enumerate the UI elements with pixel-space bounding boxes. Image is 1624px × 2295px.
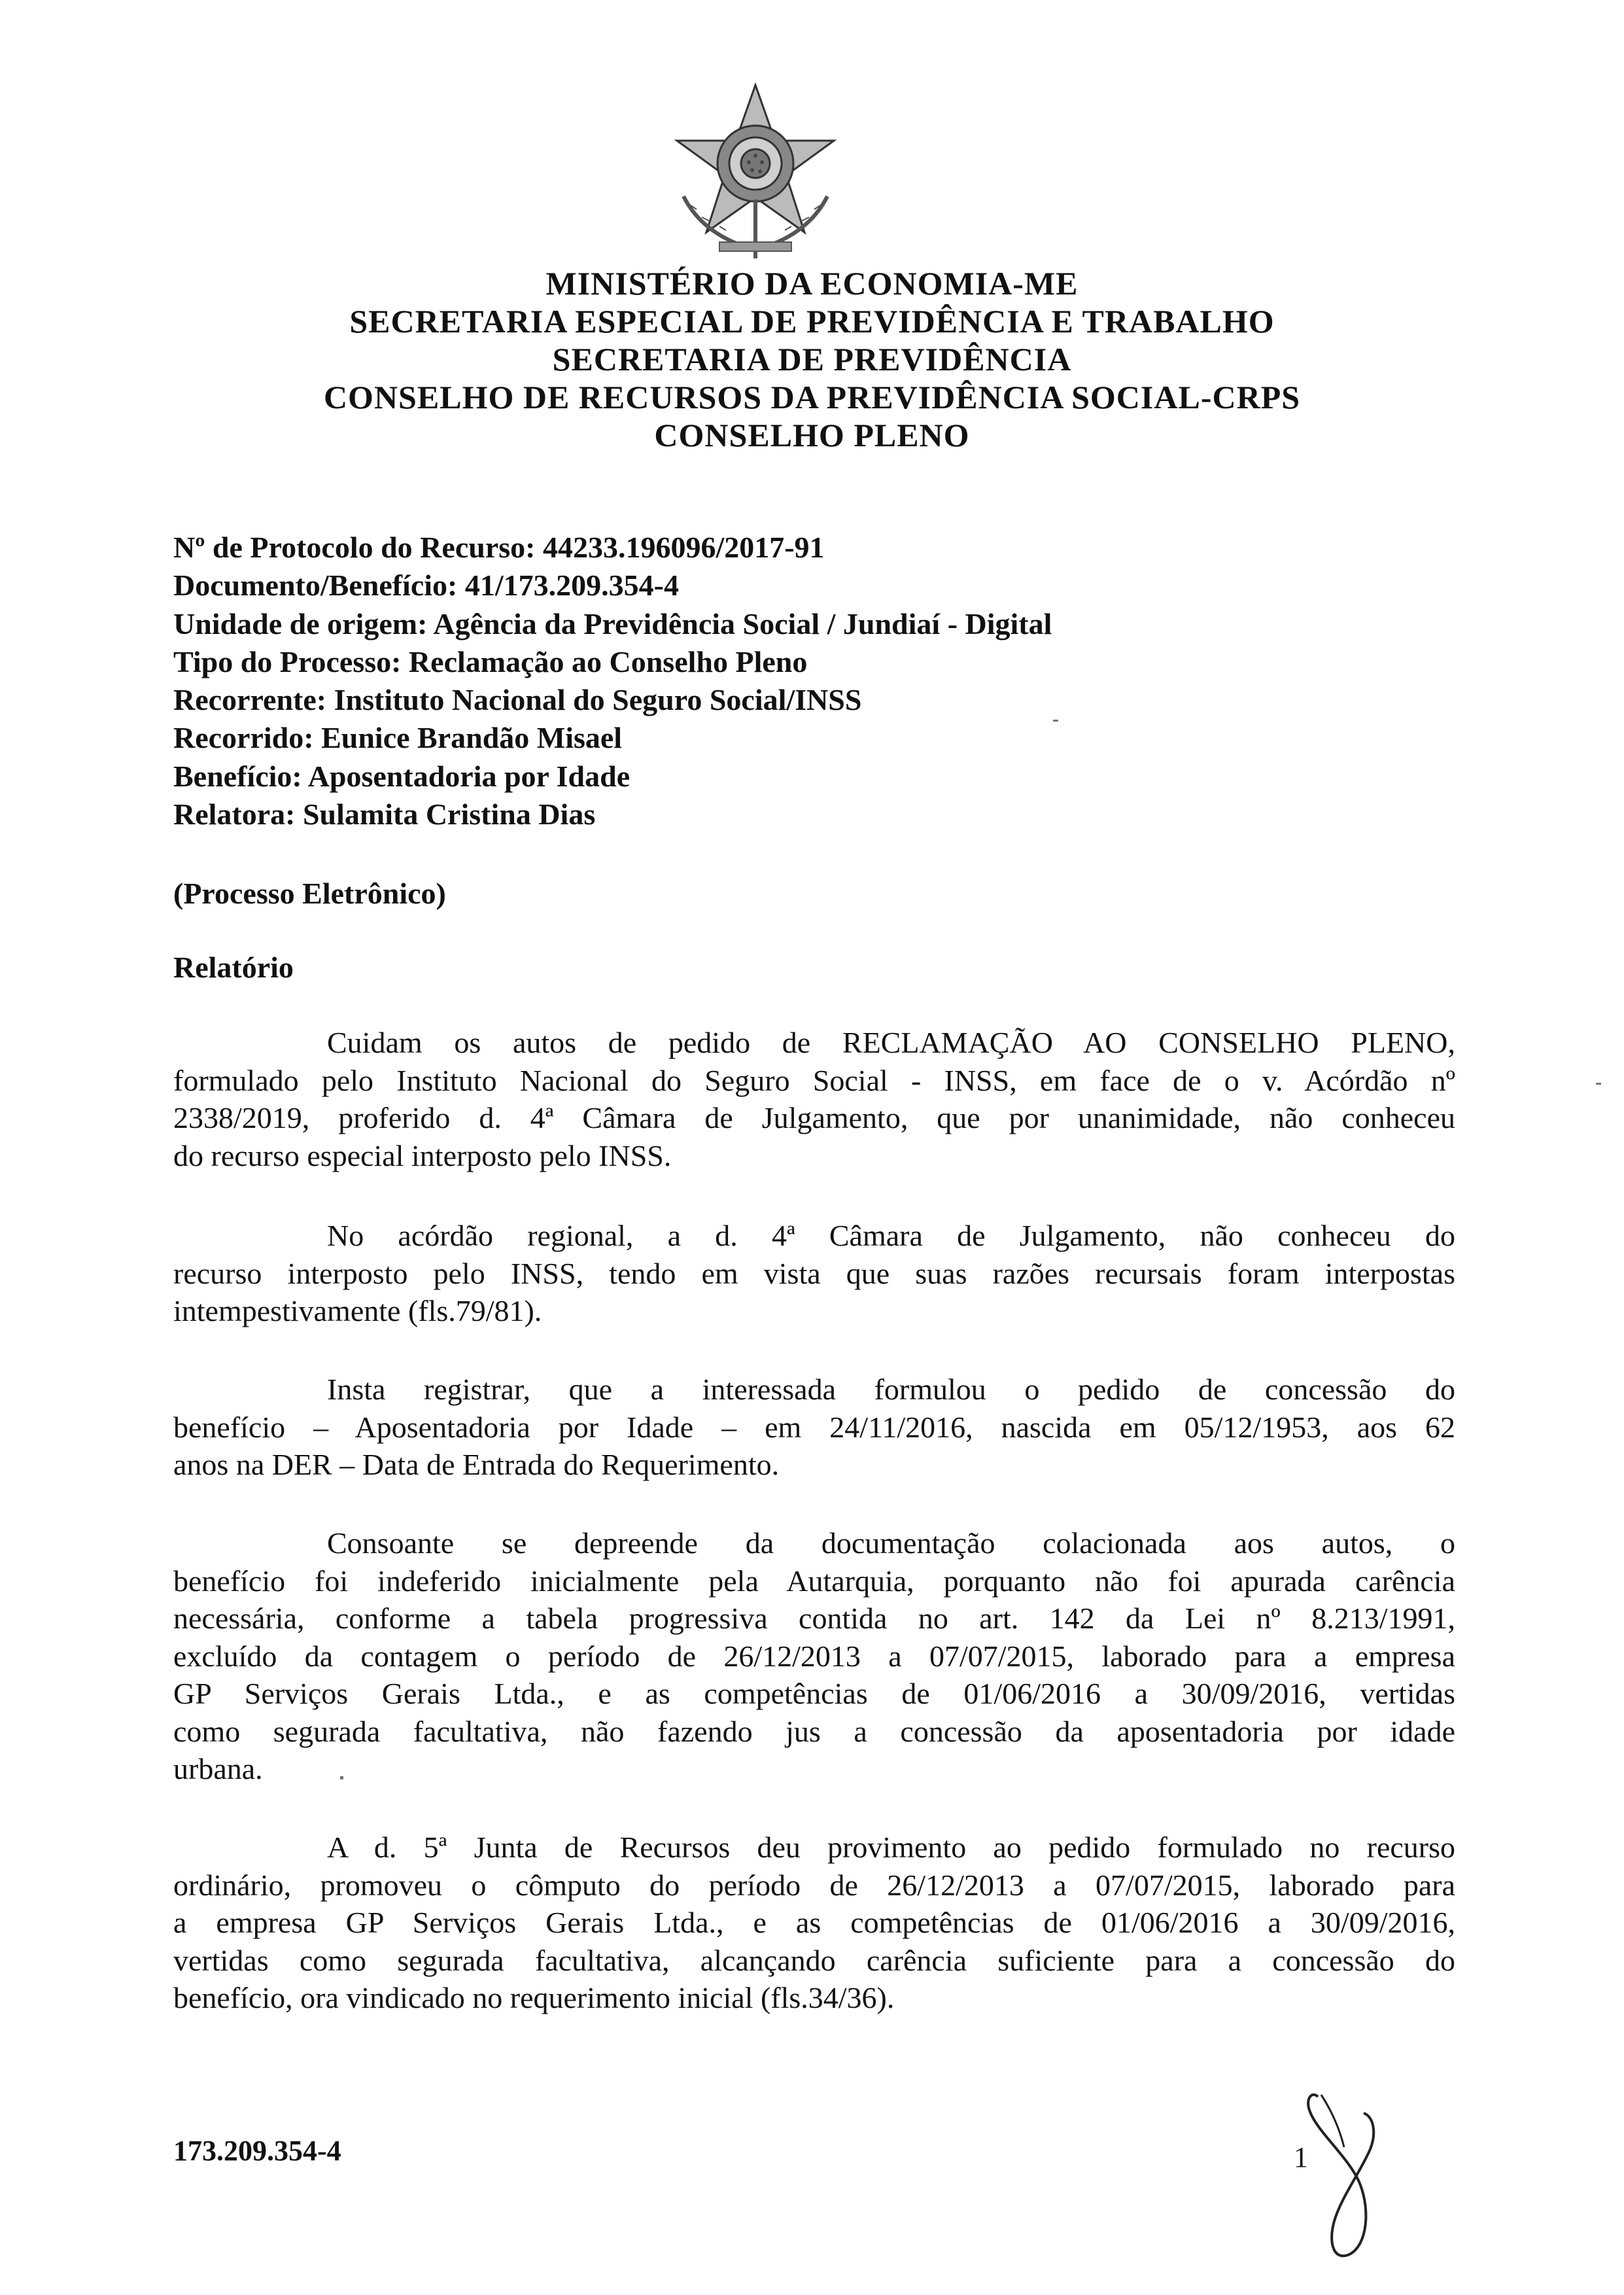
respondent: Recorrido: Eunice Brandão Misael: [173, 721, 623, 755]
paragraph-line: como segurada facultativa, não fazendo jus a concessão da aposentadoria por idade: [173, 1714, 1455, 1748]
paragraph-line: do recurso especial interposto pelo INSS.: [173, 1138, 672, 1172]
paragraph-line: formulado pelo Instituto Nacional do Seguro Social - INSS, em face de o v. Acórdão nº: [173, 1063, 1455, 1097]
paragraph-line: urbana.: [173, 1752, 263, 1785]
heading-council: CONSELHO DE RECURSOS DA PREVIDÊNCIA SOCIAL-CRPS: [323, 379, 1301, 415]
scan-speck: [340, 1776, 343, 1779]
paragraph-4: [173, 1524, 1455, 1788]
paragraph-5: [173, 1829, 1455, 2017]
benefit-type: Benefício: Aposentadoria por Idade: [173, 759, 631, 793]
footer-document-id: 173.209.354-4: [173, 2135, 341, 2167]
paragraph-line: Cuidam os autos de pedido de RECLAMAÇÃO AO CONSELHO PLENO,: [327, 1026, 1455, 1059]
page-number: 1: [1294, 2141, 1308, 2173]
paragraph-line: excluído da contagem o período de 26/12/2013 a 07/07/2015, laborado para a empresa: [173, 1639, 1455, 1673]
scan-speck: [1596, 1083, 1601, 1085]
process-type: Tipo do Processo: Reclamação ao Conselho Pleno: [173, 644, 808, 678]
paragraph-3: [173, 1371, 1455, 1484]
heading-ministry: MINISTÉRIO DA ECONOMIA-ME: [545, 265, 1079, 302]
signature-initials: [1298, 2087, 1390, 2264]
appellant: Recorrente: Instituto Nacional do Seguro Social/INSS: [173, 683, 862, 717]
protocol-number: Nº de Protocolo do Recurso: 44233.196096/2017-91: [173, 531, 825, 564]
paragraph-line: A d. 5ª Junta de Recursos deu provimento ao pedido formulado no recurso: [327, 1831, 1455, 1864]
paragraph-line: recurso interposto pelo INSS, tendo em vista que suas razões recursais foram interpostas: [173, 1256, 1455, 1290]
paragraph-line: 2338/2019, proferido d. 4ª Câmara de Julgamento, que por unanimidade, não conheceu: [173, 1101, 1455, 1134]
paragraph-line: ordinário, promoveu o cômputo do período de 26/12/2013 a 07/07/2015, laborado para: [173, 1868, 1455, 1902]
paragraph-line: intempestivamente (fls.79/81).: [173, 1294, 542, 1327]
paragraph-line: benefício foi indeferido inicialmente pela Autarquia, porquanto não foi apurada carência: [173, 1564, 1455, 1598]
paragraph-line: benefício, ora vindicado no requerimento inicial (fls.34/36).: [173, 1981, 895, 2014]
paragraph-line: Insta registrar, que a interessada formulou o pedido de concessão do: [327, 1373, 1455, 1406]
heading-plenary: CONSELHO PLENO: [654, 417, 970, 453]
report-section-title: Relatório: [173, 951, 294, 984]
coat-of-arms-emblem: [657, 79, 854, 265]
paragraph-1: [173, 1024, 1455, 1174]
paragraph-line: necessária, conforme a tabela progressiva contida no art. 142 da Lei nº 8.213/1991,: [173, 1602, 1455, 1635]
document-benefit: Documento/Benefício: 41/173.209.354-4: [173, 569, 679, 603]
paragraph-line: Consoante se depreende da documentação colacionada aos autos, o: [327, 1526, 1455, 1560]
paragraph-line: GP Serviços Gerais Ltda., e as competências de 01/06/2016 a 30/09/2016, vertidas: [173, 1677, 1455, 1710]
origin-unit: Unidade de origem: Agência da Previdência Social / Jundiaí - Digital: [173, 606, 1052, 640]
paragraph-2: [173, 1217, 1455, 1330]
paragraph-line: No acórdão regional, a d. 4ª Câmara de Julgamento, não conheceu do: [327, 1219, 1455, 1252]
paragraph-line: benefício – Aposentadoria por Idade – em 24/11/2016, nascida em 05/12/1953, aos 62: [173, 1410, 1455, 1444]
institution-heading: [0, 264, 1624, 454]
paragraph-line: anos na DER – Data de Entrada do Requerimento.: [173, 1448, 780, 1481]
paragraph-line: vertidas como segurada facultativa, alcançando carência suficiente para a concessão do: [173, 1943, 1455, 1977]
case-metadata: [173, 529, 1052, 833]
heading-special-secretariat: SECRETARIA ESPECIAL DE PREVIDÊNCIA E TRABALHO: [349, 303, 1275, 340]
paragraph-line: a empresa GP Serviços Gerais Ltda., e as competências de 01/06/2016 a 30/09/2016,: [173, 1906, 1455, 1939]
scan-speck: [1053, 720, 1058, 722]
electronic-process-note: (Processo Eletrônico): [173, 877, 446, 910]
heading-secretariat: SECRETARIA DE PREVIDÊNCIA: [552, 341, 1072, 377]
rapporteur: Relatora: Sulamita Cristina Dias: [173, 797, 596, 832]
